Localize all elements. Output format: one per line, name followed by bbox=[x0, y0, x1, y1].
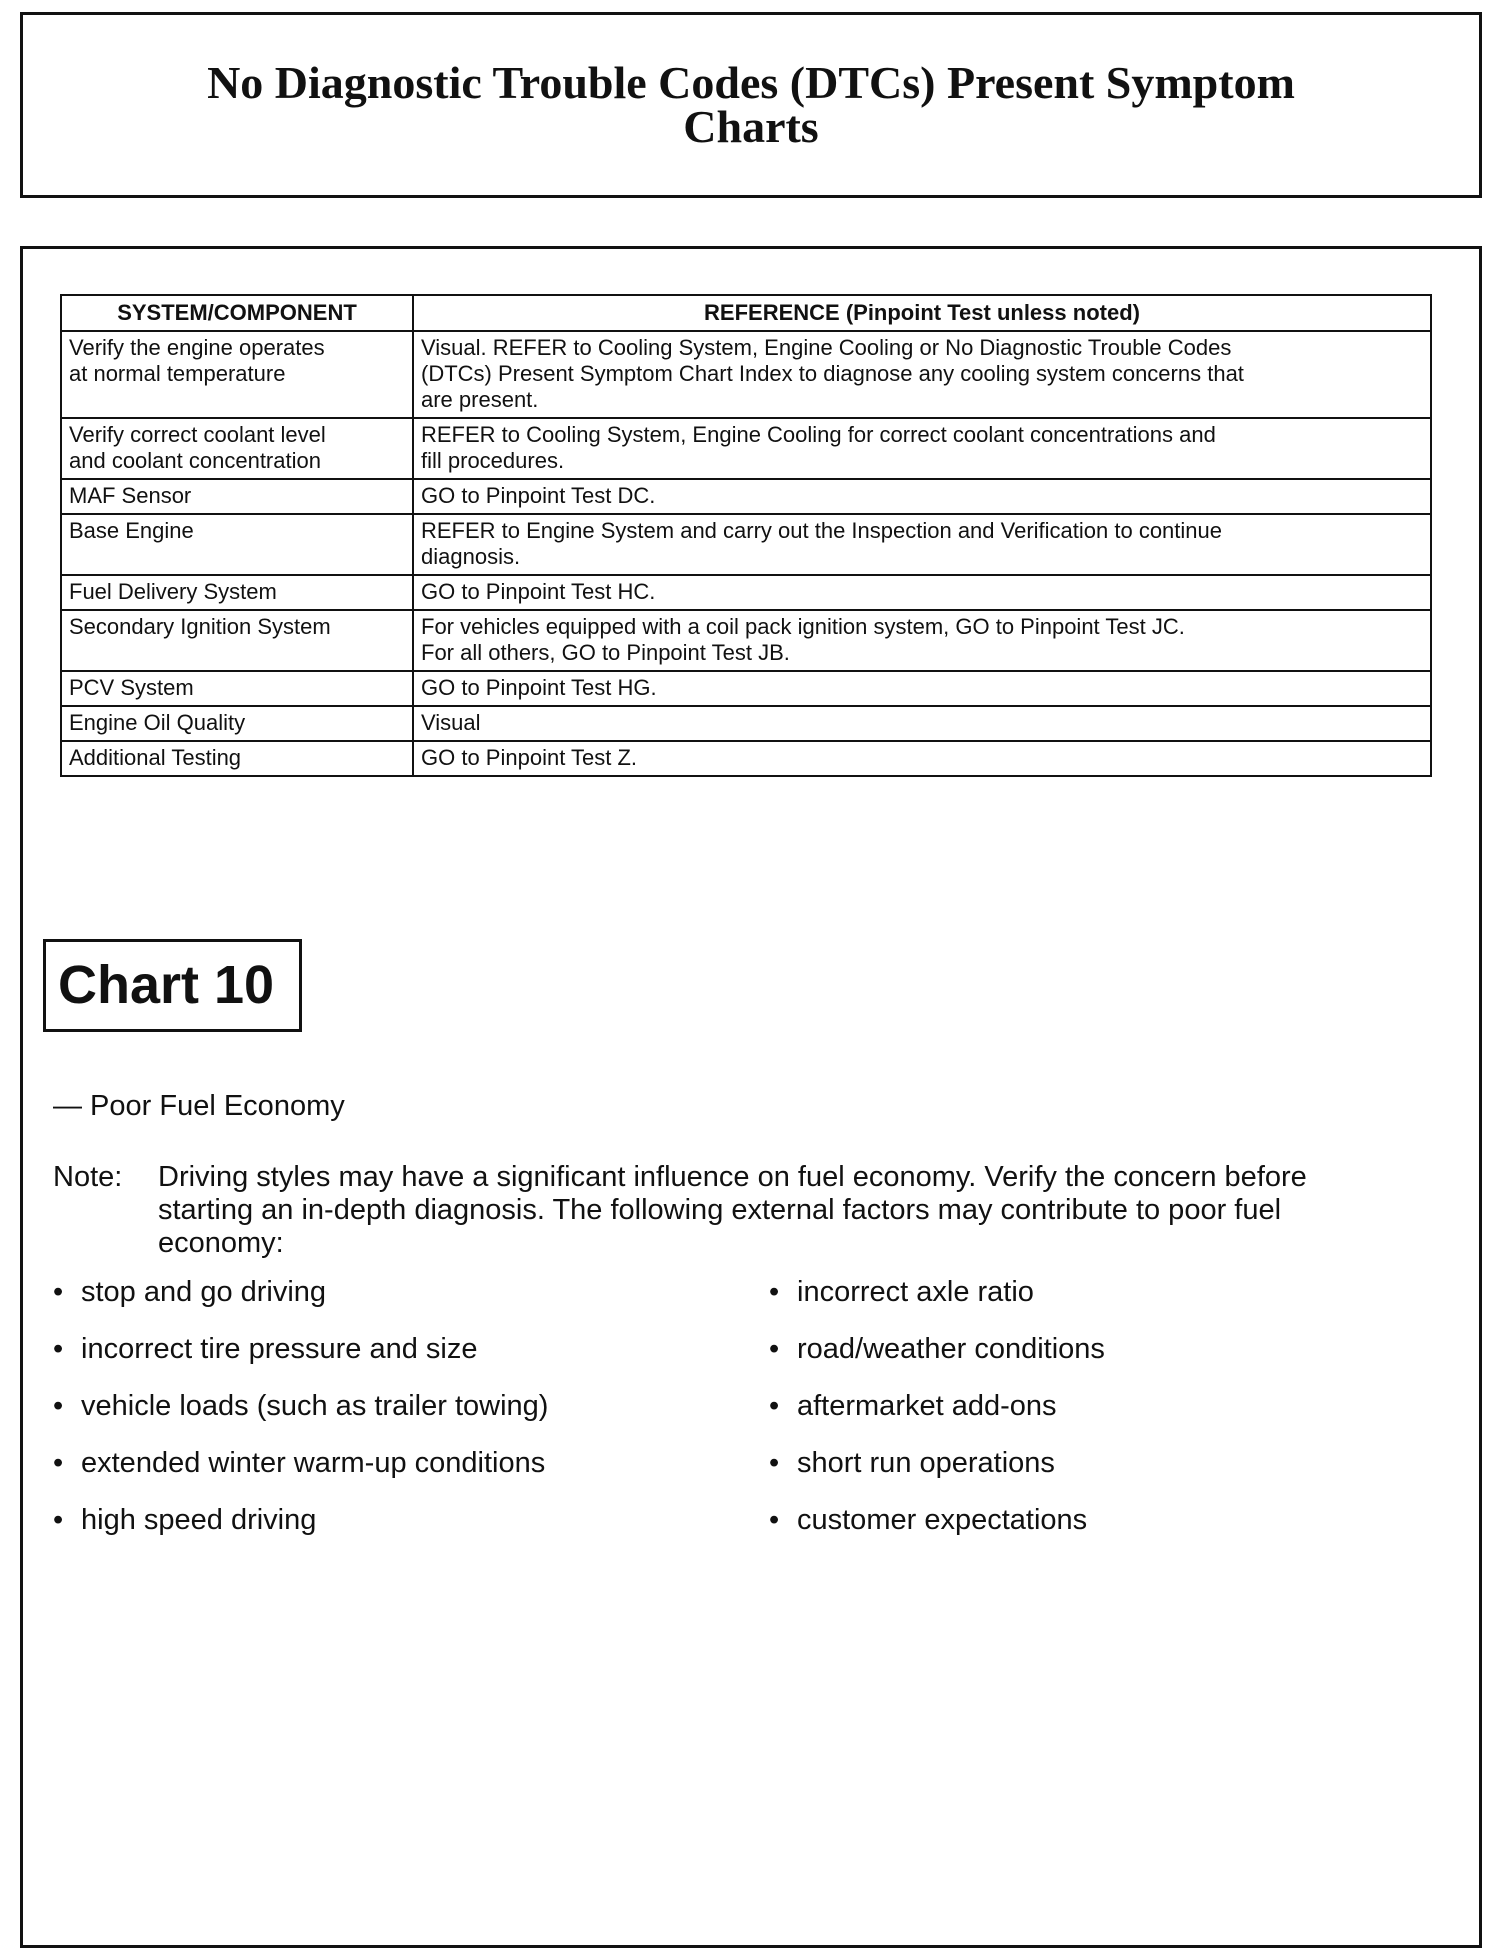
page-title-line-1: No Diagnostic Trouble Codes (DTCs) Present Symptom bbox=[207, 57, 1295, 108]
note-line: starting an in-depth diagnosis. The following external factors may contribute to poor fuel bbox=[158, 1194, 1282, 1226]
component-cell bbox=[61, 610, 413, 671]
note-line: Driving styles may have a significant influence on fuel economy. Verify the concern before bbox=[158, 1161, 1307, 1193]
cell-line: REFER to Cooling System, Engine Cooling for correct coolant concentrations and bbox=[421, 422, 1216, 447]
cell-line: Visual bbox=[421, 710, 481, 735]
factors-list-right bbox=[769, 1275, 1105, 1560]
bullet-icon: • bbox=[769, 1504, 780, 1536]
list-item bbox=[53, 1446, 548, 1503]
reference-cell bbox=[413, 418, 1431, 479]
table-row bbox=[61, 514, 1431, 575]
main-content-box bbox=[20, 246, 1482, 1948]
cell-line: For all others, GO to Pinpoint Test JB. bbox=[421, 640, 790, 665]
component-cell bbox=[61, 706, 413, 741]
cell-line: diagnosis. bbox=[421, 544, 521, 569]
component-cell bbox=[61, 575, 413, 610]
reference-cell bbox=[413, 514, 1431, 575]
cell-line: and coolant concentration bbox=[69, 448, 321, 473]
note-label: Note: bbox=[53, 1161, 123, 1193]
list-item bbox=[769, 1275, 1105, 1332]
chart-subtitle: — Poor Fuel Economy bbox=[53, 1090, 345, 1122]
cell-line: For vehicles equipped with a coil pack ignition system, GO to Pinpoint Test JC. bbox=[421, 614, 1185, 639]
symptom-reference-table bbox=[60, 294, 1432, 777]
component-cell bbox=[61, 514, 413, 575]
list-item bbox=[769, 1446, 1105, 1503]
table-row bbox=[61, 479, 1431, 514]
component-cell bbox=[61, 741, 413, 776]
list-item-text: vehicle loads (such as trailer towing) bbox=[81, 1390, 549, 1422]
list-item bbox=[53, 1503, 548, 1560]
component-cell bbox=[61, 671, 413, 706]
bullet-icon: • bbox=[769, 1276, 780, 1308]
list-item bbox=[53, 1275, 548, 1332]
note-line: economy: bbox=[158, 1227, 284, 1259]
cell-line: GO to Pinpoint Test DC. bbox=[421, 483, 656, 508]
table-row bbox=[61, 331, 1431, 418]
reference-cell bbox=[413, 706, 1431, 741]
cell-line: fill procedures. bbox=[421, 448, 565, 473]
cell-line: PCV System bbox=[69, 675, 194, 700]
cell-line: GO to Pinpoint Test HC. bbox=[421, 579, 656, 604]
bullet-icon: • bbox=[769, 1390, 780, 1422]
list-item bbox=[769, 1389, 1105, 1446]
reference-cell bbox=[413, 479, 1431, 514]
cell-line: Fuel Delivery System bbox=[69, 579, 277, 604]
cell-line: Additional Testing bbox=[69, 745, 242, 770]
component-cell bbox=[61, 331, 413, 418]
bullet-icon: • bbox=[769, 1447, 780, 1479]
title-box bbox=[20, 12, 1482, 198]
list-item-text: aftermarket add-ons bbox=[797, 1390, 1057, 1422]
table-row bbox=[61, 741, 1431, 776]
list-item-text: road/weather conditions bbox=[797, 1333, 1105, 1365]
list-item bbox=[53, 1389, 548, 1446]
reference-cell bbox=[413, 610, 1431, 671]
reference-cell bbox=[413, 741, 1431, 776]
bullet-icon: • bbox=[53, 1333, 64, 1365]
table-header-row bbox=[61, 295, 1431, 331]
table-row bbox=[61, 575, 1431, 610]
cell-line: Base Engine bbox=[69, 518, 194, 543]
list-item-text: extended winter warm-up conditions bbox=[81, 1447, 546, 1479]
reference-cell bbox=[413, 331, 1431, 418]
list-item bbox=[53, 1332, 548, 1389]
cell-line: Verify correct coolant level bbox=[69, 422, 326, 447]
bullet-icon: • bbox=[53, 1390, 64, 1422]
cell-line: Verify the engine operates bbox=[69, 335, 325, 360]
list-item-text: short run operations bbox=[797, 1447, 1055, 1479]
chart-number-label: Chart 10 bbox=[43, 939, 302, 1032]
list-item-text: incorrect tire pressure and size bbox=[81, 1333, 478, 1365]
column-header-reference: REFERENCE (Pinpoint Test unless noted) bbox=[413, 295, 1431, 331]
list-item-text: customer expectations bbox=[797, 1504, 1088, 1536]
cell-line: Visual. REFER to Cooling System, Engine Cooling or No Diagnostic Trouble Codes bbox=[421, 335, 1232, 360]
bullet-icon: • bbox=[53, 1504, 64, 1536]
cell-line: REFER to Engine System and carry out the Inspection and Verification to continue bbox=[421, 518, 1223, 543]
column-header-system-component: SYSTEM/COMPONENT bbox=[61, 295, 413, 331]
reference-cell bbox=[413, 575, 1431, 610]
component-cell bbox=[61, 418, 413, 479]
cell-line: are present. bbox=[421, 387, 539, 412]
list-item bbox=[769, 1332, 1105, 1389]
note-text bbox=[158, 1161, 1453, 1260]
table-row bbox=[61, 671, 1431, 706]
list-item-text: incorrect axle ratio bbox=[797, 1276, 1034, 1308]
note-block bbox=[53, 1161, 1453, 1260]
cell-line: MAF Sensor bbox=[69, 483, 192, 508]
bullet-icon: • bbox=[53, 1447, 64, 1479]
page-title-line-2: Charts bbox=[683, 101, 819, 152]
list-item-text: stop and go driving bbox=[81, 1276, 327, 1308]
table-row bbox=[61, 610, 1431, 671]
bullet-icon: • bbox=[53, 1276, 64, 1308]
table-row bbox=[61, 418, 1431, 479]
bullet-icon: • bbox=[769, 1333, 780, 1365]
list-item-text: high speed driving bbox=[81, 1504, 317, 1536]
component-cell bbox=[61, 479, 413, 514]
cell-line: at normal temperature bbox=[69, 361, 286, 386]
cell-line: (DTCs) Present Symptom Chart Index to diagnose any cooling system concerns that bbox=[421, 361, 1244, 386]
cell-line: Engine Oil Quality bbox=[69, 710, 246, 735]
factors-list-left bbox=[53, 1275, 548, 1560]
cell-line: GO to Pinpoint Test HG. bbox=[421, 675, 657, 700]
table-row bbox=[61, 706, 1431, 741]
list-item bbox=[769, 1503, 1105, 1560]
cell-line: Secondary Ignition System bbox=[69, 614, 331, 639]
cell-line: GO to Pinpoint Test Z. bbox=[421, 745, 638, 770]
reference-cell bbox=[413, 671, 1431, 706]
